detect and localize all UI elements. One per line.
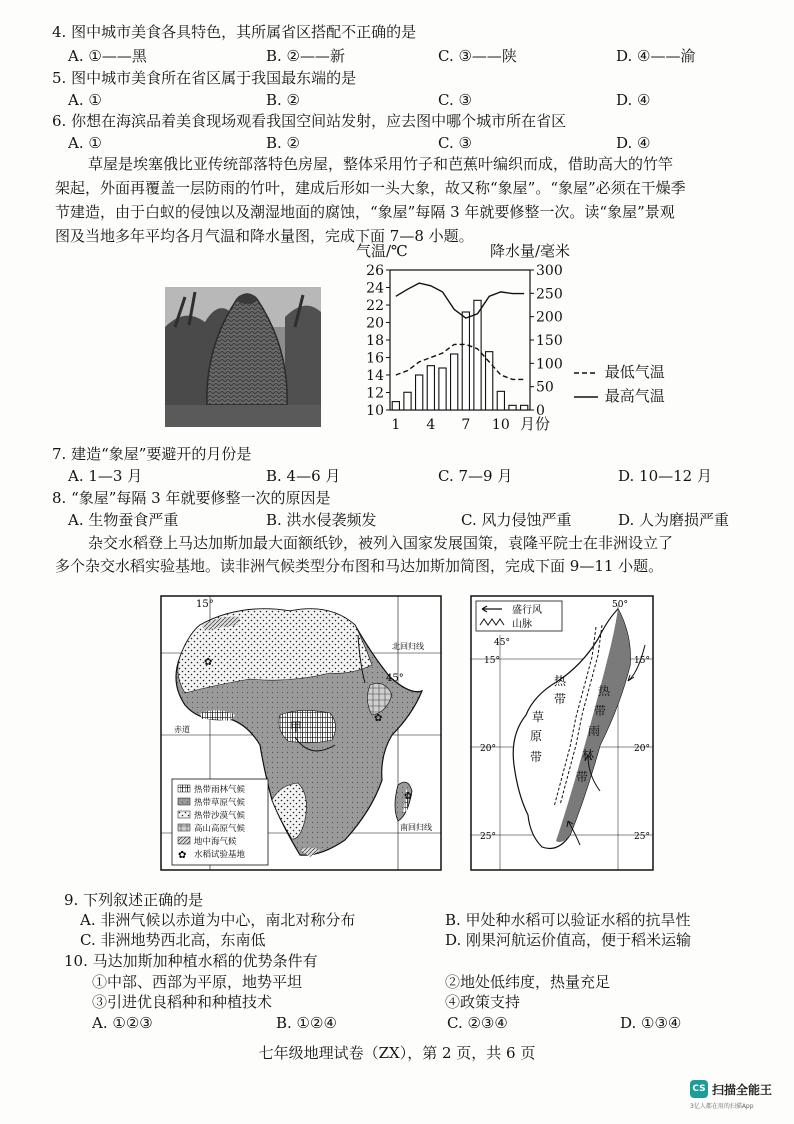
svg-text:✿: ✿: [374, 713, 383, 724]
month-tick-label: 1: [391, 417, 401, 433]
mada-label-lat20-left: 20°: [480, 744, 496, 754]
page-footer: 七年级地理试卷（ZX），第 2 页，共 6 页: [258, 1044, 536, 1062]
climate-chart: [350, 240, 620, 439]
temp-tick-label: 14: [366, 368, 384, 384]
temp-tick-label: 10: [366, 403, 384, 419]
mada-legend-mountain: 山脉: [512, 619, 532, 630]
q10-option-a: A. ①②③: [92, 1014, 153, 1032]
q5-stem: 5. 图中城市美食所在省区属于我国最东端的是: [52, 69, 357, 87]
zone-savanna-1: 热: [554, 674, 567, 688]
q4-option-b: B. ②——新: [266, 47, 346, 65]
precip-bar: [404, 392, 411, 410]
month-tick-label: 10: [491, 417, 510, 433]
q9-option-a: A. 非洲气候以赤道为中心，南北对称分布: [80, 911, 356, 929]
scanner-app-name: 扫描全能王: [712, 1083, 773, 1097]
africa-label-tropic-s: 南回归线: [400, 823, 432, 832]
zone-savanna-5: 带: [530, 750, 543, 764]
precip-bar: [474, 300, 481, 410]
svg-text:✿: ✿: [404, 791, 413, 802]
africa-label-equator: 赤道: [174, 725, 190, 734]
precip-bar: [486, 352, 493, 410]
precip-bar: [439, 368, 446, 410]
q7-options: [68, 466, 778, 486]
q7-option-b: B. 4—6 月: [266, 467, 341, 485]
q9-option-c: C. 非洲地势西北高，东南低: [80, 931, 266, 949]
q5-option-c: C. ③: [438, 91, 472, 109]
svg-text:✿: ✿: [178, 850, 187, 861]
precip-bar: [451, 354, 458, 410]
q6-option-a: A. ①: [68, 134, 102, 152]
q10-options: [92, 1013, 772, 1033]
temp-tick-label: 12: [366, 385, 384, 402]
mada-label-lat15-left: 15°: [484, 656, 500, 666]
q8-option-a: A. 生物蚕食严重: [68, 511, 179, 529]
africa-legend-mediterranean: 地中海气候: [194, 837, 237, 847]
zone-rainforest-4: 林: [582, 748, 595, 762]
q4-options: [68, 46, 768, 66]
africa-legend-rainforest: 热带雨林气候: [194, 785, 246, 795]
precip-bar: [521, 405, 528, 410]
passage1-line2: 架起，外面再覆盖一层防雨的竹叶，建成后形如一头大象，故又称“象屋”。“象屋”必须在干燥季: [55, 179, 686, 197]
mada-label-lon45: 45°: [494, 638, 510, 648]
precip-tick-label: 100: [536, 356, 563, 373]
legend-min-temp: [574, 362, 684, 382]
africa-label-lon15: 15°: [196, 599, 214, 610]
temp-tick-label: 16: [366, 350, 384, 367]
temp-tick-label: 18: [366, 333, 384, 349]
passage2-line2: 多个杂交水稻实验基地。读非洲气候类型分布图和马达加斯加简图，完成下面 9—11 小题。: [55, 557, 664, 575]
q10-option-d: D. ①③④: [620, 1014, 682, 1032]
q4-option-c: C. ③——陕: [438, 47, 517, 65]
q8-option-c: C. 风力侵蚀严重: [461, 511, 572, 529]
precip-bar: [462, 312, 469, 410]
zone-rainforest-5: 带: [576, 770, 589, 784]
mada-label-lat25-left: 25°: [480, 832, 496, 842]
zone-savanna-3: 草: [532, 710, 545, 724]
zone-rainforest-3: 雨: [588, 724, 601, 738]
elephant-house-photo: [165, 287, 321, 427]
q6-stem: 6. 你想在海滨品着美食现场观看我国空间站发射，应去图中哪个城市所在省区: [52, 112, 567, 130]
africa-label-jia: 甲: [290, 720, 303, 734]
zone-rainforest-2: 带: [594, 704, 607, 718]
q8-options: [68, 510, 778, 530]
q6-option-d: D. ④: [616, 134, 651, 152]
month-tick-label: 7: [461, 417, 471, 433]
scanner-tagline: 3亿人都在用的扫描App: [690, 1103, 754, 1110]
precip-bar: [392, 402, 399, 410]
mada-label-lat15-right: 15°: [634, 656, 650, 666]
legend-max-temp: [574, 386, 684, 406]
legend-min-temp-label: 最低气温: [604, 363, 665, 381]
precip-tick-label: 250: [536, 286, 563, 303]
zone-savanna-4: 原: [530, 729, 543, 743]
q6-option-b: B. ②: [266, 134, 301, 152]
temp-axis-label: 气温/℃: [356, 242, 408, 260]
precip-bar: [497, 391, 504, 410]
africa-legend-savanna: 热带草原气候: [194, 798, 246, 808]
zone-savanna-2: 带: [554, 692, 567, 706]
q4-stem: 4. 图中城市美食各具特色，其所属省区搭配不正确的是: [52, 23, 417, 41]
chart-plot-frame: [390, 270, 530, 410]
temp-tick-label: 20: [366, 315, 384, 332]
legend-max-temp-label: 最高气温: [604, 387, 665, 405]
q10-item-3: ③引进优良稻种和种植技术: [92, 993, 273, 1011]
precip-tick-label: 150: [536, 333, 563, 349]
svg-text:✿: ✿: [204, 657, 213, 668]
q5-option-a: A. ①: [68, 91, 102, 109]
mada-label-lat25-right: 25°: [634, 832, 650, 842]
africa-legend-highland: 高山高原气候: [194, 824, 246, 834]
min-temp-line: [396, 344, 524, 379]
passage2-line1: 杂交水稻登上马达加斯加最大面额纸钞，被列入国家发展国策，袁隆平院士在非洲设立了: [88, 534, 674, 552]
month-tick-label: 4: [426, 417, 436, 433]
mada-label-lat20-right: 20°: [634, 744, 650, 754]
q7-option-c: C. 7—9 月: [438, 467, 513, 485]
temp-tick-label: 26: [366, 263, 384, 279]
africa-climate-map: [160, 595, 442, 875]
q7-option-d: D. 10—12 月: [618, 467, 712, 485]
q10-option-c: C. ②③④: [447, 1014, 508, 1032]
q10-option-b: B. ①②④: [276, 1014, 337, 1032]
q9-option-d: D. 刚果河航运价值高，便于稻米运输: [445, 931, 692, 949]
precip-bar: [416, 375, 423, 410]
precip-tick-label: 0: [536, 403, 545, 419]
africa-label-tropic-n: 北回归线: [392, 642, 424, 651]
q6-options: [68, 133, 768, 153]
q10-item-4: ④政策支持: [445, 993, 521, 1011]
precip-tick-label: 200: [536, 309, 563, 326]
q8-stem: 8. “象屋”每隔 3 年就要修整一次的原因是: [52, 489, 331, 507]
q5-option-b: B. ②: [266, 91, 301, 109]
mada-legend-wind: 盛行风: [512, 605, 542, 616]
x-axis-label: 月份: [520, 415, 551, 433]
precip-tick-label: 300: [536, 263, 563, 279]
q7-option-a: A. 1—3 月: [68, 467, 143, 485]
africa-legend-desert: 热带沙漠气候: [194, 811, 246, 821]
africa-legend-rice-base: 水稻试验基地: [194, 850, 246, 860]
max-temp-line: [396, 283, 524, 318]
passage1-line3: 节建造，由于白蚁的侵蚀以及潮湿地面的腐蚀，“象屋”每隔 3 年就要修整一次。读“象屋”景观: [55, 203, 675, 221]
q8-option-b: B. 洪水侵袭频发: [266, 511, 377, 529]
passage1-line1: 草屋是埃塞俄比亚传统部落特色房屋，整体采用竹子和芭蕉叶编织而成，借助高大的竹竿: [88, 155, 674, 173]
q4-option-d: D. ④——渝: [616, 47, 696, 65]
q8-option-d: D. 人为磨损严重: [618, 511, 730, 529]
temp-tick-label: 22: [366, 298, 384, 314]
africa-label-lon45: 45°: [386, 673, 404, 684]
q5-option-d: D. ④: [616, 91, 651, 109]
q4-option-a: A. ①——黑: [68, 47, 147, 65]
mada-label-lon50: 50°: [612, 600, 628, 610]
scanner-logo-icon: CS: [690, 1080, 708, 1098]
q7-stem: 7. 建造“象屋”要避开的月份是: [52, 445, 252, 463]
precip-axis-label: 降水量/毫米: [490, 242, 571, 260]
q9-stem: 9. 下列叙述正确的是: [64, 891, 204, 909]
passage1-line4: 图及当地多年平均各月气温和降水量图，完成下面 7—8 小题。: [55, 227, 474, 245]
q10-stem: 10. 马达加斯加种植水稻的优势条件有: [64, 952, 318, 970]
temp-tick-label: 24: [366, 280, 384, 297]
precip-bar: [427, 366, 434, 410]
q10-item-2: ②地处低纬度，热量充足: [445, 973, 611, 991]
q9-option-b: B. 甲处种水稻可以验证水稻的抗旱性: [445, 911, 691, 929]
q10-item-1: ①中部、西部为平原，地势平坦: [92, 973, 303, 991]
zone-rainforest-1: 热: [598, 684, 611, 698]
q6-option-c: C. ③: [438, 134, 472, 152]
madagascar-map: [470, 595, 654, 875]
q5-options: [68, 90, 768, 110]
precip-bar: [509, 405, 516, 410]
precip-tick-label: 50: [536, 379, 554, 396]
